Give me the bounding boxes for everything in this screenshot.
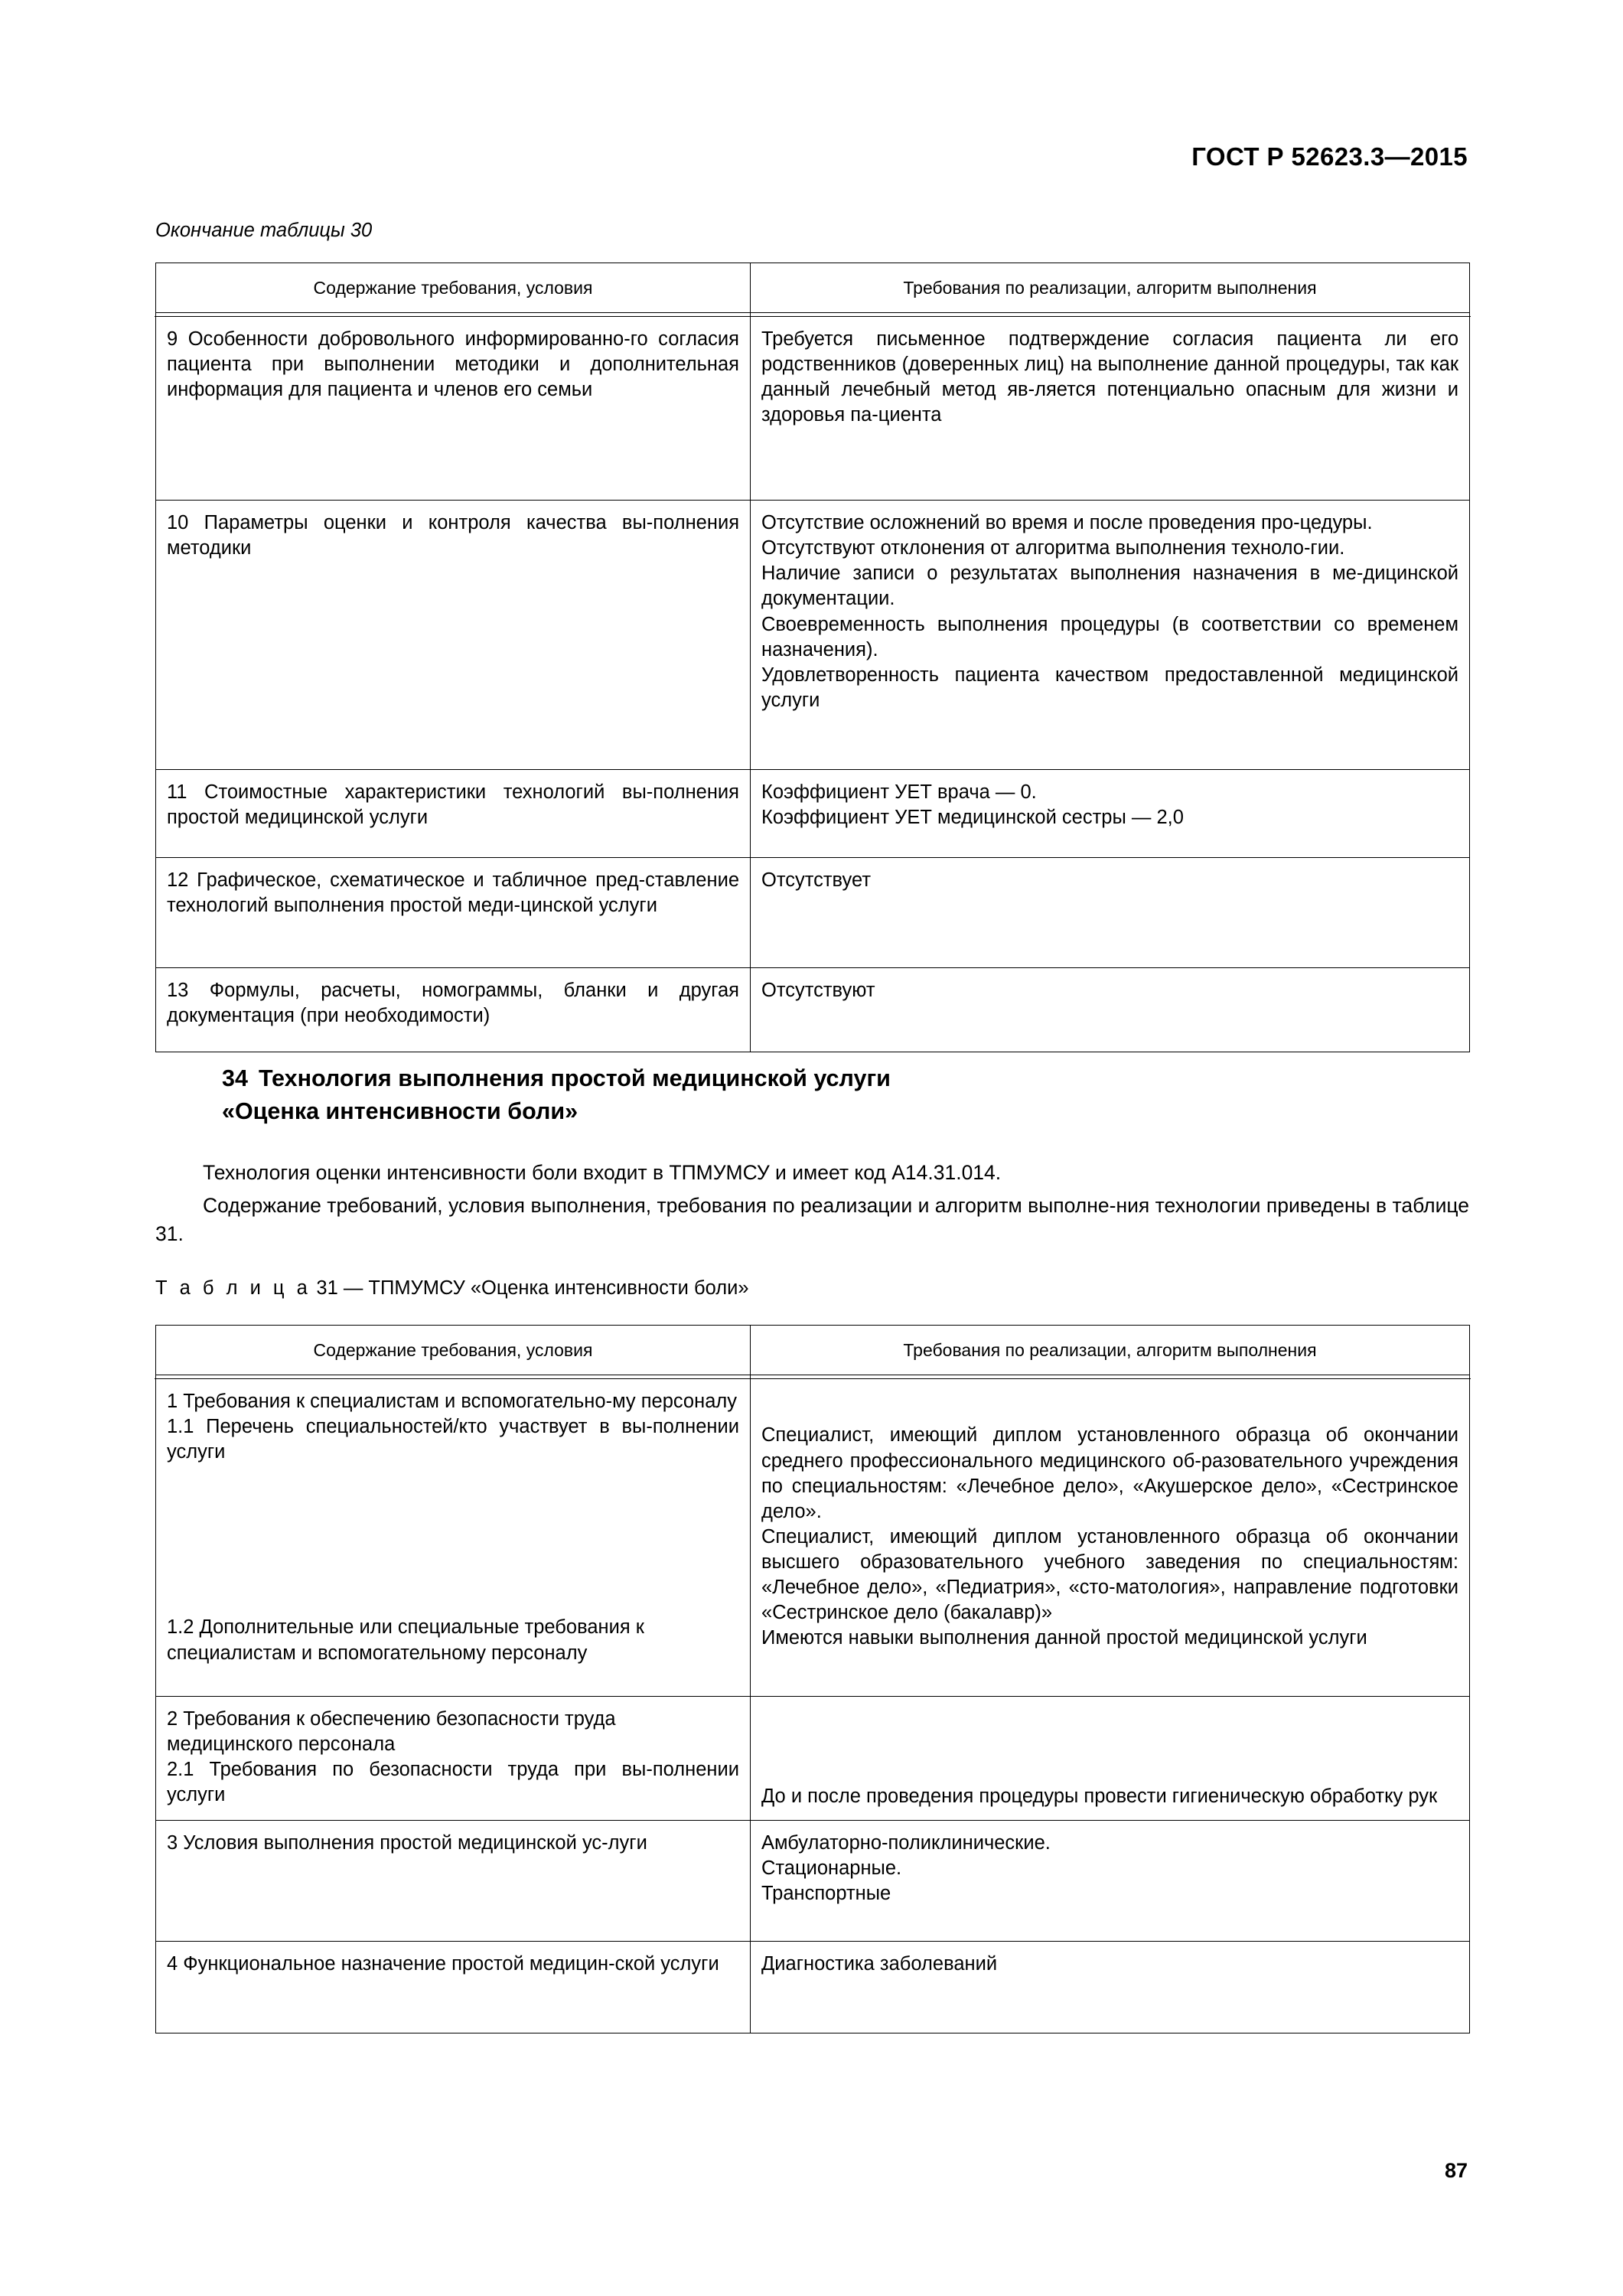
table31-caption (155, 1277, 749, 1300)
section-paragraph-2 (155, 1192, 1469, 1247)
table30-row9-requirement: 9 Особенности добровольного информированно-го согласия пациента при выполнении методики и дополнительная информация для пациента и членов его семьи (156, 313, 751, 501)
table-row (156, 1821, 1470, 1942)
table30-row10-line4: Своевременность выполнения процедуры (в соответствии со временем назначения). (761, 613, 1458, 660)
table30-row9-implementation: Требуется письменное подтверждение согласия пациента ли его родственников (доверенных лиц) на выполнение данной процедуры, так как данный лечебный метод яв-ляется потенциально опасным для жизни и здоровья па-циента (751, 313, 1470, 501)
table31-row1-implementation (751, 1375, 1470, 1697)
table30-row13-implementation: Отсутствуют (751, 968, 1470, 1052)
section-number: 34 (222, 1065, 248, 1091)
table31-row1-line2: 1.1 Перечень специальностей/кто участвует в вы-полнении услуги (167, 1416, 739, 1463)
table30-row10-line1: Отсутствие осложнений во время и после проведения про-цедуры. (761, 512, 1373, 533)
table30-row10-line3: Наличие записи о результатах выполнения назначения в ме-дицинской документации. (761, 563, 1458, 610)
section-paragraph-2-text: Содержание требований, условия выполнения, требования по реализации и алгоритм выполне-ния технологии приведены в таблице 31. (155, 1194, 1469, 1245)
table-row (156, 1697, 1470, 1821)
table31-row3-impl-line2: Стационарные. (761, 1857, 902, 1880)
table-row (156, 1375, 1470, 1697)
table30-row10-line2: Отсутствуют отклонения от алгоритма выполнения техноло-гии. (761, 537, 1345, 559)
table30 (155, 263, 1470, 1052)
table31-caption-label: Т а б л и ц а (155, 1277, 311, 1299)
table31-row4-implementation: Диагностика заболеваний (751, 1942, 1470, 2033)
section-paragraph-1-text: Технология оценки интенсивности боли входит в ТПМУМСУ и имеет код А14.31.014. (203, 1161, 1002, 1184)
section-heading (222, 1062, 1477, 1127)
table31-row2-line1: 2 Требования к обеспечению безопасности труда медицинского персонала (167, 1708, 616, 1756)
table30-row11-line1: Коэффициент УЕТ врача — 0. (761, 781, 1037, 803)
table30-col-header-requirement: Содержание требования, условия (156, 263, 751, 313)
table31-row1-sub-implementation: Имеются навыки выполнения данной простой медицинской услуги (761, 1627, 1367, 1649)
table31-row1-line1: 1 Требования к специалистам и вспомогательно-му персоналу (167, 1391, 738, 1412)
section-paragraph-1 (155, 1159, 1469, 1187)
table31-row1-sub-requirement: 1.2 Дополнительные или специальные требования к специалистам и вспомогательному персоналу (167, 1616, 644, 1664)
section-title-line2: «Оценка интенсивности боли» (222, 1097, 578, 1124)
table-row (156, 1942, 1470, 2033)
table31-row1-requirement (156, 1375, 751, 1697)
table30-row10-line5: Удовлетворенность пациента качеством предоставленной медицинской услуги (761, 664, 1458, 711)
document-running-head: ГОСТ Р 52623.3—2015 (1191, 142, 1468, 171)
table31-row1-impl-line2: Специалист, имеющий диплом установленного образца об окончании высшего образовательного учебного заведения по специальностям: «Лечебное дело», «Педиатрия», «сто-матология», направление подготовки «Сестринское дело (бакалавр)» (761, 1525, 1458, 1624)
table-row (156, 501, 1470, 770)
table30-row13-requirement: 13 Формулы, расчеты, номограммы, бланки и другая документация (при необходимости) (156, 968, 751, 1052)
table31-col-header-requirement: Содержание требования, условия (156, 1326, 751, 1375)
table31-row3-implementation (751, 1821, 1470, 1942)
table31-row2-implementation: До и после проведения процедуры провести гигиеническую обработку рук (751, 1697, 1470, 1821)
table31-col-header-implementation: Требования по реализации, алгоритм выполнения (751, 1326, 1470, 1375)
table31-row3-requirement: 3 Условия выполнения простой медицинской ус-луги (156, 1821, 751, 1942)
table-row (156, 770, 1470, 858)
table30-row11-line2: Коэффициент УЕТ медицинской сестры — 2,0 (761, 807, 1184, 829)
table31-row2-requirement (156, 1697, 751, 1821)
table30-row10-requirement: 10 Параметры оценки и контроля качества вы-полнения методики (156, 501, 751, 770)
table31-row1-impl-line1: Специалист, имеющий диплом установленного образца об окончании среднего профессионального медицинского об-разовательного учреждения по специальностям: «Лечебное дело», «Акушерское дело», «Сестринское дело». (761, 1424, 1458, 1522)
table-row (156, 858, 1470, 968)
table31-row3-impl-line1: Амбулаторно-поликлинические. (761, 1832, 1051, 1854)
table-row (156, 968, 1470, 1052)
table-row (156, 313, 1470, 501)
table30-row11-implementation (751, 770, 1470, 858)
page-number: 87 (1444, 2159, 1468, 2182)
table31-row4-requirement: 4 Функциональное назначение простой медицин-ской услуги (156, 1942, 751, 2033)
table31 (155, 1325, 1470, 2033)
table31-row3-impl-line3: Транспортные (761, 1883, 891, 1905)
table30-header-row (156, 263, 1470, 313)
table30-row12-requirement: 12 Графическое, схематическое и табличное пред-ставление технологий выполнения простой меди-цинской услуги (156, 858, 751, 968)
section-title-line1: Технология выполнения простой медицинской услуги (258, 1065, 891, 1091)
table31-caption-rest: 31 — ТПМУМСУ «Оценка интенсивности боли» (316, 1277, 749, 1299)
table30-col-header-implementation: Требования по реализации, алгоритм выполнения (751, 263, 1470, 313)
table30-row12-implementation: Отсутствует (751, 858, 1470, 968)
table31-header-row (156, 1326, 1470, 1375)
table30-row10-implementation (751, 501, 1470, 770)
table30-continued-caption: Окончание таблицы 30 (155, 220, 373, 241)
table31-row2-line2: 2.1 Требования по безопасности труда при вы-полнении услуги (167, 1759, 739, 1806)
table30-row11-requirement: 11 Стоимостные характеристики технологий вы-полнения простой медицинской услуги (156, 770, 751, 858)
